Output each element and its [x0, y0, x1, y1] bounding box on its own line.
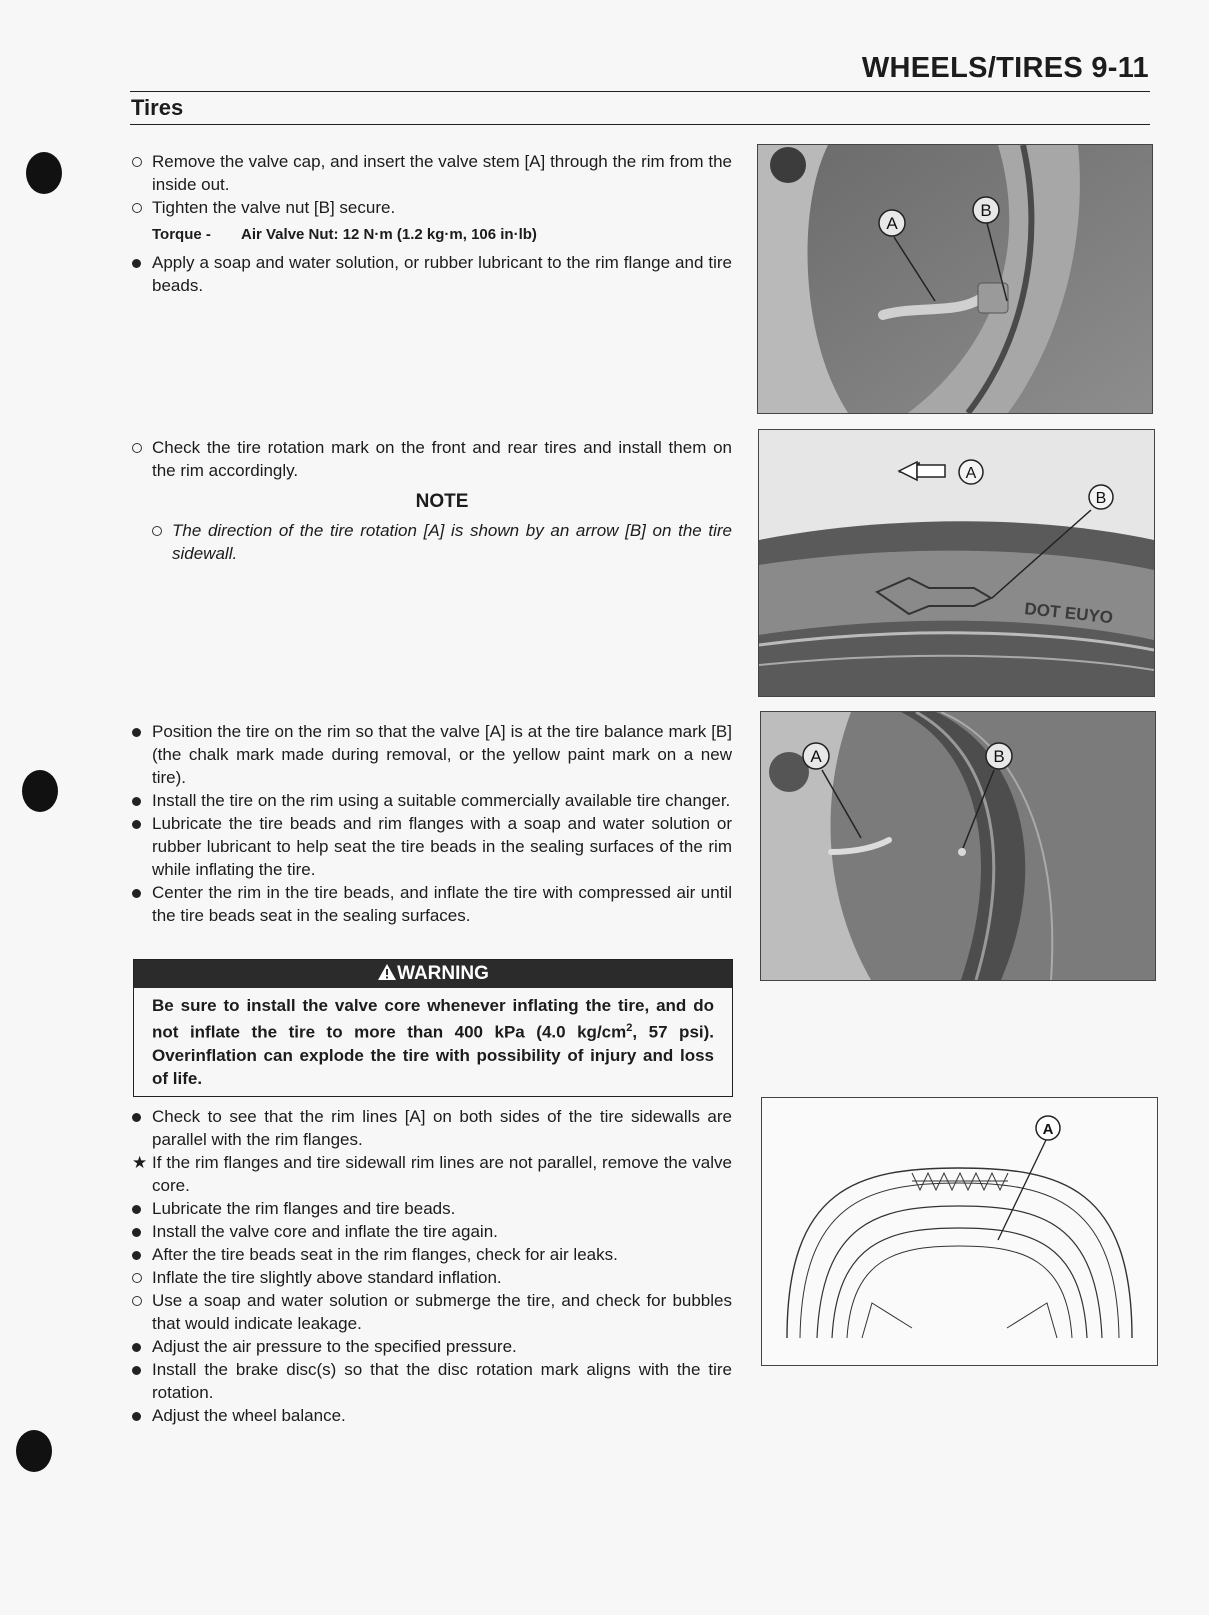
bullet-dot-icon: [132, 1412, 141, 1421]
list-item: Check to see that the rim lines [A] on both sides of the tire sidewalls are parallel with the rim flanges.: [132, 1105, 732, 1151]
open-circle-bullet-icon: [132, 443, 142, 453]
callout-label-b: B: [980, 201, 992, 220]
torque-value: Air Valve Nut: 12 N·m (1.2 kg·m, 106 in·lb): [241, 226, 537, 243]
note-heading: NOTE: [415, 491, 469, 512]
callout-label-a: A: [886, 214, 898, 233]
bullet-dot-icon: [132, 1343, 141, 1352]
list-item: Install the tire on the rim using a suitable commercially available tire changer.: [132, 789, 732, 812]
valve-stem-photo: [757, 144, 1153, 414]
bullet-dot-icon: [132, 1205, 141, 1214]
callout-label-b: B: [993, 747, 1005, 766]
bullet-dot-icon: [132, 1366, 141, 1375]
bullet-dot-icon: [132, 820, 141, 829]
page-header-title: WHEELS/TIRES 9-11: [861, 52, 1149, 84]
open-circle-bullet-icon: [132, 203, 142, 213]
bullet-dot-icon: [132, 1228, 141, 1237]
list-item: Center the rim in the tire beads, and inflate the tire with compressed air until the tire beads seat in the sealing surfaces.: [132, 881, 732, 927]
header-rule: [130, 91, 1150, 92]
tire-balance-mark-photo: [760, 711, 1156, 981]
torque-label: Torque -: [152, 226, 211, 243]
section-title: Tires: [131, 95, 184, 120]
binder-hole: [16, 1430, 52, 1472]
list-item: Check the tire rotation mark on the front and rear tires and install them on the rim accordingly.: [132, 436, 732, 482]
list-item: Lubricate the rim flanges and tire beads.: [132, 1197, 732, 1220]
bullet-dot-icon: [132, 797, 141, 806]
step-block-valve: [132, 150, 732, 297]
bullet-dot-icon: [132, 889, 141, 898]
list-item: Adjust the wheel balance.: [132, 1404, 732, 1427]
torque-spec: [132, 223, 732, 246]
list-item: Install the brake disc(s) so that the disc rotation mark aligns with the tire rotation.: [132, 1358, 732, 1404]
list-item: Install the valve core and inflate the tire again.: [132, 1220, 732, 1243]
open-circle-bullet-icon: [132, 157, 142, 167]
warning-triangle-icon: [377, 963, 397, 981]
binder-hole: [26, 152, 62, 194]
warning-box: [133, 959, 733, 1097]
step-block-mounting: [132, 720, 732, 927]
tire-rotation-mark-photo: [758, 429, 1155, 697]
note-text: The direction of the tire rotation [A] is shown by an arrow [B] on the tire sidewall.: [132, 519, 732, 565]
step-block-rotation: [132, 436, 732, 565]
section-rule: [130, 124, 1150, 125]
star-bullet-icon: ★: [132, 1153, 148, 1172]
list-item: Apply a soap and water solution, or rubber lubricant to the rim flange and tire beads.: [132, 251, 732, 297]
bullet-dot-icon: [132, 728, 141, 737]
list-item: Inflate the tire slightly above standard inflation.: [132, 1266, 732, 1289]
callout-label-a: A: [1042, 1121, 1054, 1138]
list-item: Position the tire on the rim so that the valve [A] is at the tire balance mark [B] (the chalk mark made during removal, or the yellow paint mark on a new tire).: [132, 720, 732, 789]
warning-text: Be sure to install the valve core whenever inflating the tire, and do not inflate the tire to more than 400 kPa (4.0 $kg/cm^2$, 57 psi). Overinflation can explode the tire with possibility of injury and loss of life.: [134, 988, 732, 1096]
callout-label-b: B: [1095, 490, 1107, 507]
bullet-dot-icon: [132, 1251, 141, 1260]
open-circle-bullet-icon: [152, 526, 162, 536]
binder-hole: [22, 770, 58, 812]
rim-line-diagram: [761, 1097, 1158, 1366]
open-circle-bullet-icon: [132, 1273, 142, 1283]
callout-label-a: A: [810, 747, 822, 766]
warning-heading: WARNING: [134, 960, 732, 988]
list-item: Lubricate the tire beads and rim flanges with a soap and water solution or rubber lubricant to help seat the tire beads in the sealing surfaces of the rim while inflating the tire.: [132, 812, 732, 881]
list-item: Remove the valve cap, and insert the valve stem [A] through the rim from the inside out.: [132, 150, 732, 196]
list-item: After the tire beads seat in the rim flanges, check for air leaks.: [132, 1243, 732, 1266]
bullet-dot-icon: [132, 1113, 141, 1122]
list-item: Tighten the valve nut [B] secure.: [132, 196, 732, 219]
list-item: ★ If the rim flanges and tire sidewall rim lines are not parallel, remove the valve core.: [132, 1153, 732, 1195]
sidewall-text: DOT EUYO: [1023, 599, 1114, 628]
step-block-check: [132, 1105, 732, 1427]
callout-label-a: A: [965, 465, 977, 482]
bullet-dot-icon: [132, 259, 141, 268]
open-circle-bullet-icon: [132, 1296, 142, 1306]
list-item: Use a soap and water solution or submerge the tire, and check for bubbles that would indicate leakage.: [132, 1289, 732, 1335]
list-item: Adjust the air pressure to the specified pressure.: [132, 1335, 732, 1358]
